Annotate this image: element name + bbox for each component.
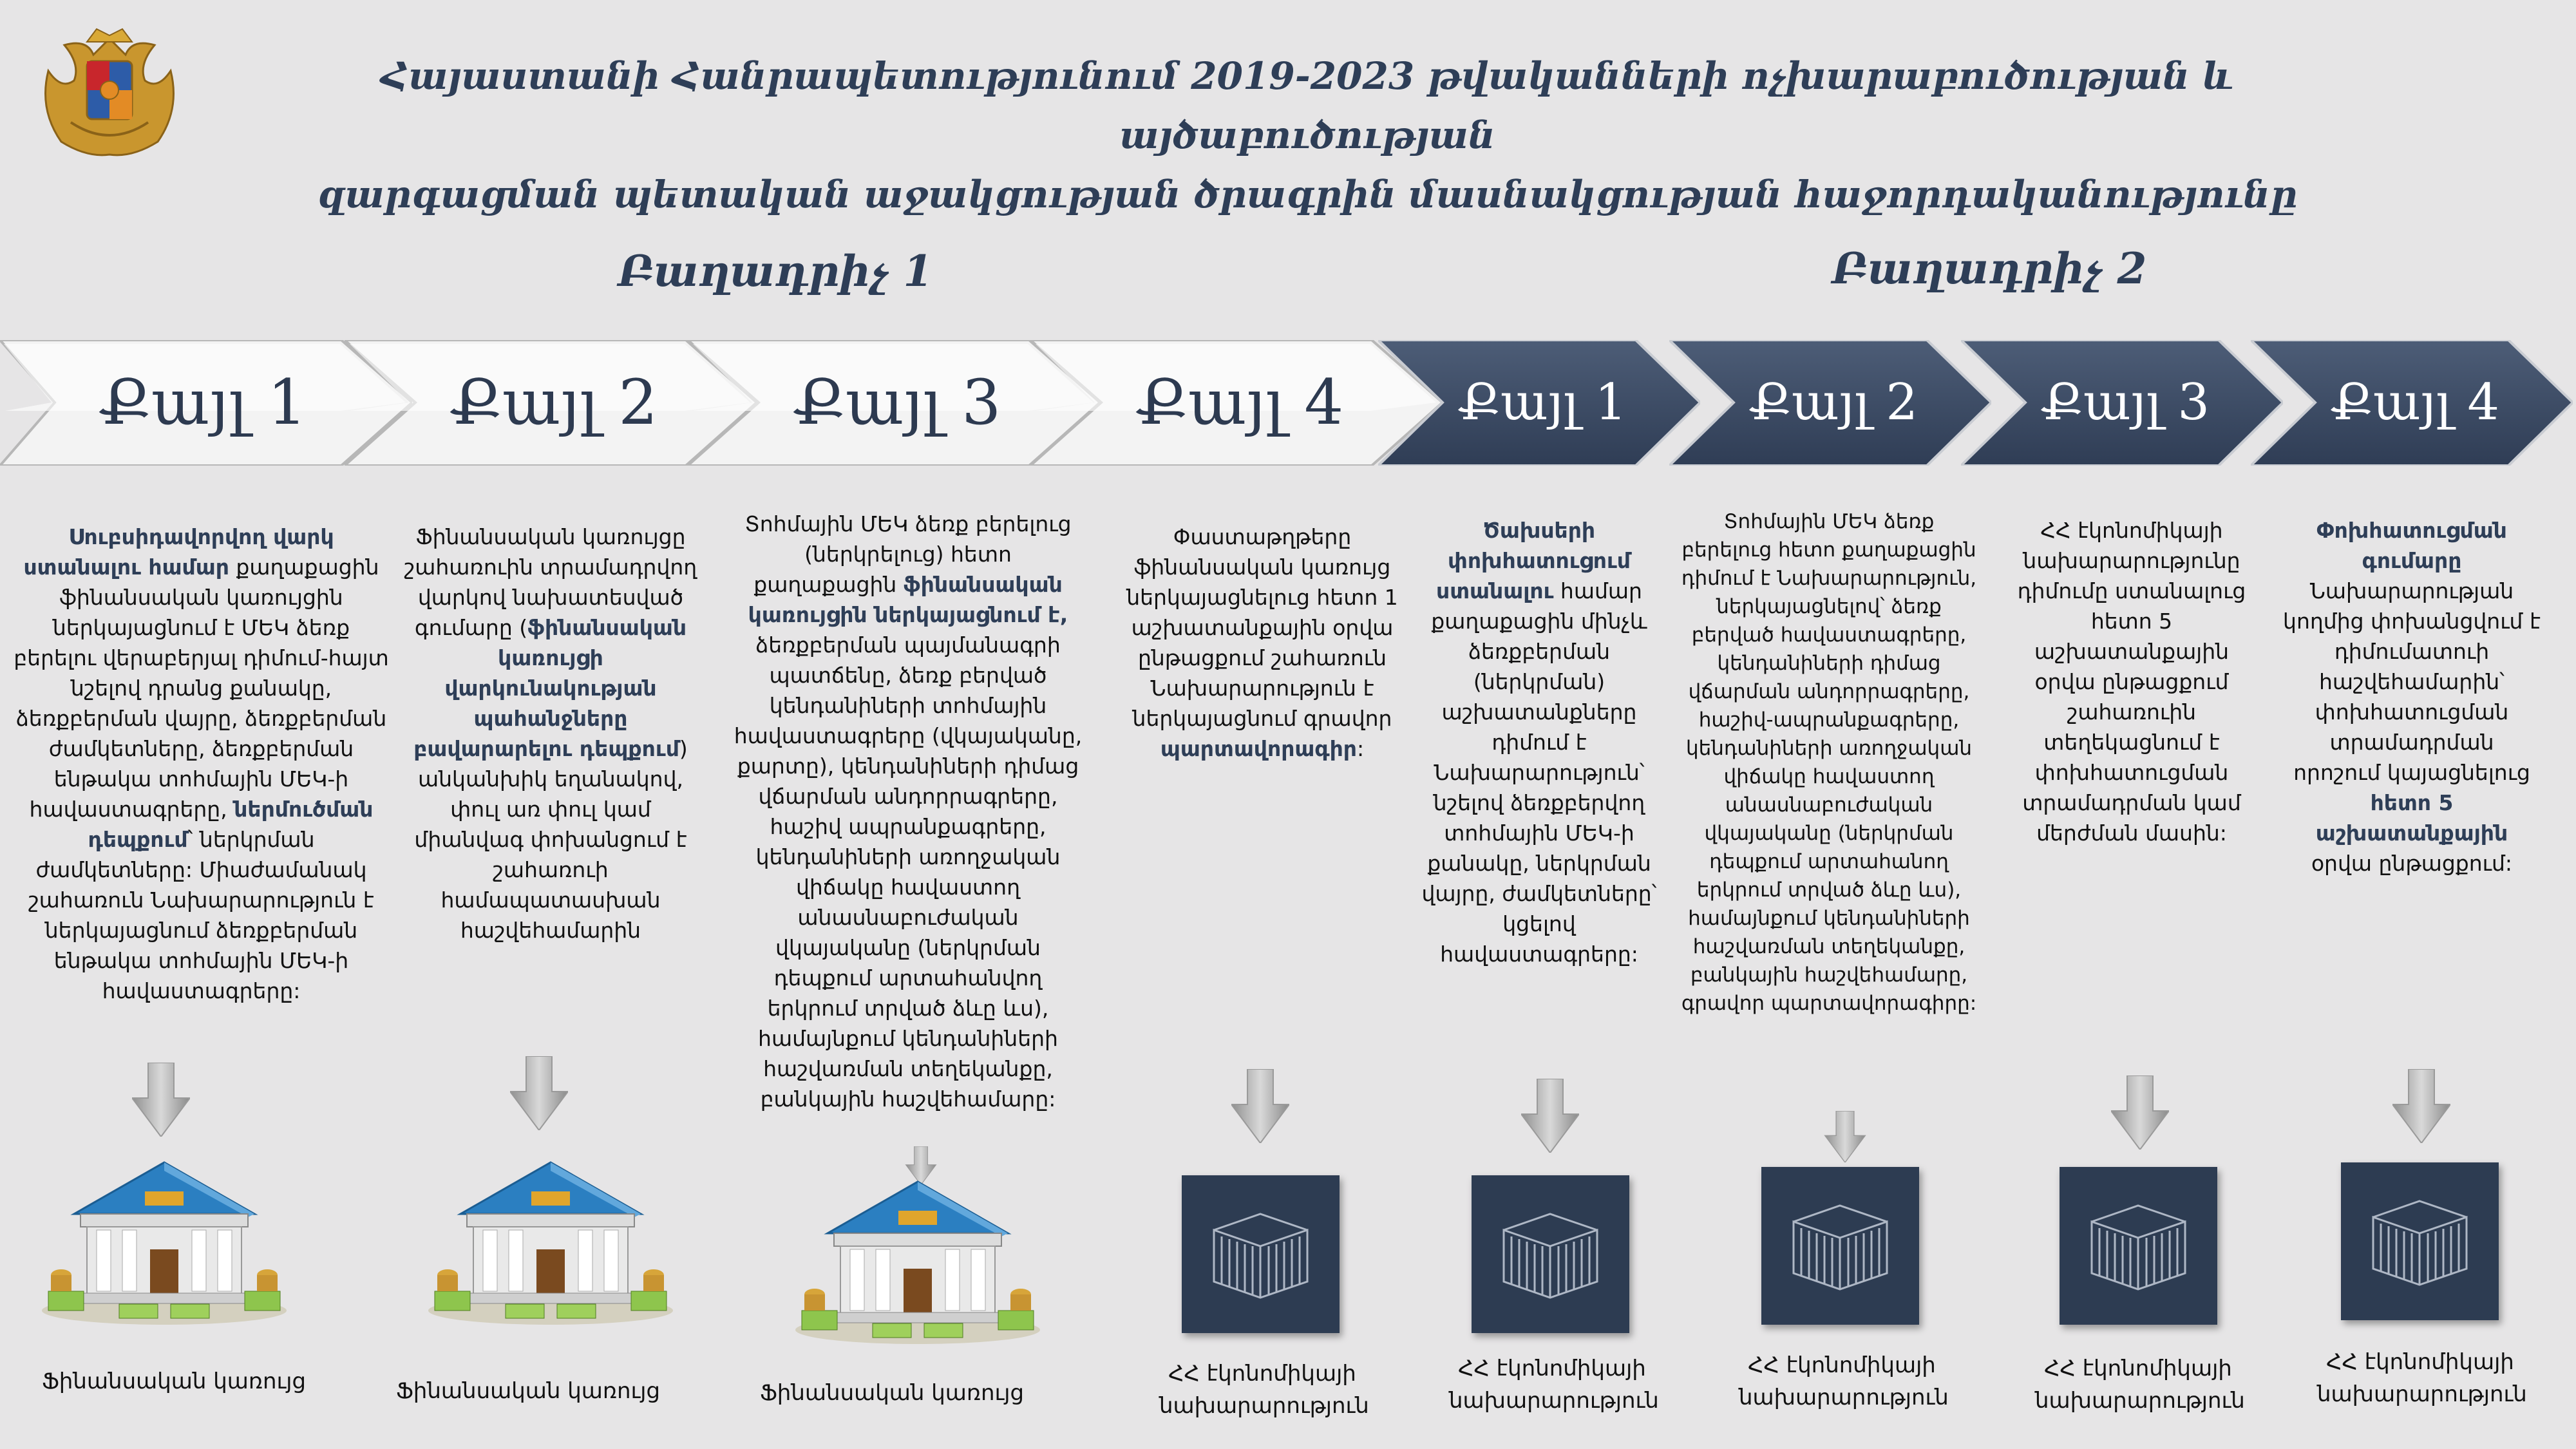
description-text: Տոհմային ՄԵԿ ձեռք բերելուց հետո քաղաքացին դիմում է Նախարարություն, ներկայացնելով՝ ձեռք բերված հավաստագրերը, կենդանիների դիմաց վճարման անդորրագրերը, հաշիվ-ապրանքագրերը, կենդանիների առողջական վիճակը հավաստող անասնաբուժական վկայականը (ներկրման դեպքում արտահանող երկրում տրված ձևը ևս), համայնքում կենդանիների հաշվառման տեղեկանքը, բանկային հաշվեհամարը, գրավոր պարտավորագիրը: <box>1681 510 1977 1015</box>
step-label: Քայլ 4 <box>1135 366 1344 439</box>
description-text: քաղաքացին ֆինանսական կառույցին ներկայացնում է ՄԵԿ ձեռք բերելու վերաբերյալ դիմում-հայտ նշելով դրանց քանակը, ձեռքբերման վայրը, ձեռքբերման ժամկետները, ձեռքբերման ենթակա տոհմային ՄԵԿ-ի հավաստագրերը, <box>14 554 389 822</box>
ministry-building-icon <box>1761 1167 1919 1325</box>
emphasis: հետո 5 աշխատանքային <box>2315 790 2508 846</box>
step-chevron-7 <box>1961 340 2283 466</box>
component-1-heading: Բաղադրիչ 1 <box>618 246 933 296</box>
step-description-2 <box>402 522 699 945</box>
description-text: Նախարարության կողմից փոխանցվում է դիմումատուի հաշվեհամարին՝ փոխհատուցման տրամադրման որոշում կայացնելուց <box>2283 578 2541 785</box>
description-text: ՀՀ էկոնոմիկայի նախարարությունը դիմումը ստանալուց հետո 5 աշխատանքային օրվա ընթացքում շահառուին տեղեկացնում է փոխհատուցման տրամադրման կամ մերժման մասին: <box>2017 518 2246 846</box>
arrow-down-icon <box>1819 1111 1871 1162</box>
caption-ministry: ՀՀ էկոնոմիկայի նախարարություն <box>1739 1352 1949 1410</box>
description-text: Տոհմային ՄԵԿ ձեռք բերելուց (ներկրելուց) հետո քաղաքացին <box>744 511 1072 597</box>
step-description-5 <box>1414 515 1665 969</box>
step-chevron-6 <box>1669 340 1991 466</box>
caption-ministry: ՀՀ էկոնոմիկայի նախարարություն <box>1449 1356 1659 1414</box>
ministry-building-icon <box>1182 1175 1340 1333</box>
caption-ministry: ՀՀ էկոնոմիկայի նախարարություն <box>2317 1349 2527 1407</box>
emphasis: ֆինանսական կառույցին ներկայացնում է, <box>748 572 1068 627</box>
ministry-building-icon <box>1472 1175 1629 1333</box>
arrow-down-icon <box>1521 1079 1579 1153</box>
description-text: Ֆինանսական կառույցը շահառուին տրամադրվող վարկով նախատեսված գումարը ( <box>404 524 697 640</box>
caption-ministry: ՀՀ էկոնոմիկայի նախարարություն <box>1159 1361 1369 1419</box>
ministry-building-icon <box>1182 1175 1340 1333</box>
emphasis: Փոխհատուցման գումարը <box>2316 518 2507 573</box>
description-text: ) անկանխիկ եղանակով, փուլ առ փուլ կամ միանվագ փոխանցում է շահառուի համապատասխան հաշվեհամարին <box>414 736 688 943</box>
step-description-8 <box>2283 515 2541 878</box>
emphasis: Ծախսերի փոխհատուցում ստանալու <box>1436 518 1631 603</box>
caption-financial-institution: Ֆինանսական կառույց <box>41 1368 307 1394</box>
title-line-2: զարգացման պետական աջակցության ծրագրին մասնակցության հաջորդականությունը <box>317 173 2298 216</box>
ministry-building-icon <box>2341 1162 2499 1320</box>
step-label: Քայլ 1 <box>99 366 307 439</box>
step-description-1 <box>13 522 390 1006</box>
description-text: ՝ ներկրման ժամկետները: Միաժամանակ շահառուն Նախարարություն է ներկայացնում ձեռքբերման ենթակա տոհմային ՄԵԿ-ի հավաստագրերը: <box>28 827 374 1003</box>
ministry-building-icon <box>2060 1167 2217 1325</box>
description-text: ձեռքբերման պայմանագրի պատճենը, ձեռք բերված կենդանիների տոհմային հավաստագրերը (վկայականը, քարտը), կենդանիների դիմաց վճարման անդորրագրերը, հաշիվ ապրանքագրերը, կենդանիների առողջական վիճակը հավաստող անասնաբուժական վկայականը (ներկրման դեպքում արտահանվող երկրում տրված ձևը ևս), համայնքում կենդանիների հաշվառման տեղեկանքը, բանկային հաշվեհամարը: <box>734 632 1083 1112</box>
description-text: Փաստաթղթերը ֆինանսական կառույց ներկայացնելուց հետո 1 աշխատանքային օրվա ընթացքում շահառուն Նախարարություն է ներկայացնում գրավոր <box>1126 524 1398 731</box>
step-description-7 <box>2003 515 2260 848</box>
ministry-building-icon <box>2060 1167 2217 1325</box>
step-label: Քայլ 3 <box>793 366 1001 439</box>
description-text: օրվա ընթացքում: <box>2311 851 2513 876</box>
emphasis: Սուբսիդավորվող վարկ ստանալու համար <box>23 524 334 580</box>
emphasis: պարտավորագիր <box>1160 736 1358 761</box>
arrow-down-icon <box>132 1063 190 1137</box>
armenian-coat-of-arms-icon <box>35 19 184 164</box>
emphasis: ֆինանսական կառույցի վարկունակության պահանջները բավարարելու դեպքում <box>413 615 687 761</box>
ministry-building-icon <box>1472 1175 1629 1333</box>
ministry-building-icon <box>1761 1167 1919 1325</box>
step-label: Քայլ 1 <box>1457 374 1627 431</box>
step-chevron-8 <box>2251 340 2573 466</box>
bank-building-icon <box>35 1153 293 1327</box>
step-description-3 <box>731 509 1085 1114</box>
step-label: Քայլ 2 <box>450 366 658 439</box>
step-chevron-5 <box>1378 340 1700 466</box>
caption-financial-institution: Ֆինանսական կառույց <box>395 1378 661 1404</box>
arrow-down-icon <box>510 1056 568 1130</box>
caption-ministry: ՀՀ էկոնոմիկայի նախարարություն <box>2035 1356 2245 1414</box>
step-description-6 <box>1681 507 1977 1018</box>
caption-financial-institution: Ֆինանսական կառույց <box>759 1380 1025 1406</box>
page-title <box>193 46 2421 224</box>
arrow-down-icon <box>2392 1069 2450 1143</box>
ministry-building-icon <box>2341 1162 2499 1320</box>
title-line-1: Հայաստանի Հանրապետությունում 2019-2023 թվականների ոչխարաբուծության և այծաբուծության <box>381 54 2234 157</box>
step-description-4 <box>1121 522 1404 764</box>
bank-building-icon <box>789 1172 1046 1346</box>
emphasis: ներմուծման դեպքում <box>88 797 374 852</box>
step-label: Քայլ 3 <box>2040 374 2210 431</box>
description-text: համար քաղաքացին մինչև ձեռքբերման (ներկրման) աշխատանքները դիմում է Նախարարություն՝ նշելով ձեռքբերվող տոհմային ՄԵԿ-ի քանակը, ներկրման վայրը, ժամկետները՝ կցելով հավաստագրերը: <box>1421 578 1657 967</box>
description-text: : <box>1357 736 1365 761</box>
step-label: Քայլ 4 <box>2330 374 2500 431</box>
component-2-heading: Բաղադրիչ 2 <box>1832 243 2147 294</box>
arrow-down-icon <box>2111 1075 2169 1150</box>
arrow-down-icon <box>1231 1069 1289 1143</box>
bank-building-icon <box>422 1153 679 1327</box>
step-label: Քայլ 2 <box>1748 374 1918 431</box>
